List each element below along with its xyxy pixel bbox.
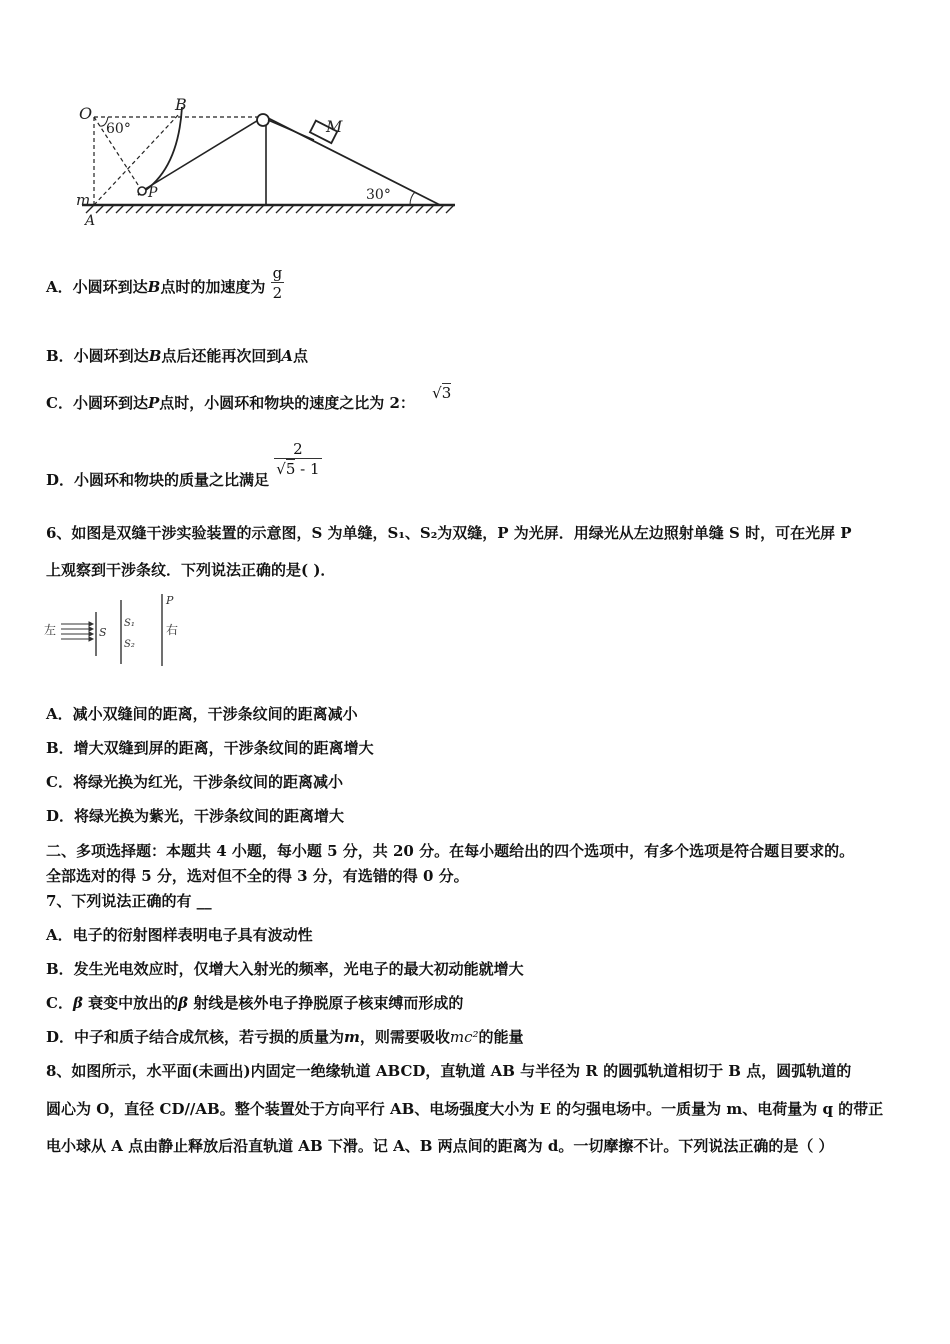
q7-option-d[interactable] xyxy=(46,1026,524,1047)
q5-option-b[interactable] xyxy=(46,345,308,366)
label-S: S xyxy=(99,626,107,639)
q7-option-c-suffix: 射线是核外电子挣脱原子核束缚而形成的 xyxy=(188,994,464,1012)
q5-option-c-p: P xyxy=(147,394,160,412)
rope-pulley-block xyxy=(268,120,314,140)
label-m: m xyxy=(76,191,91,209)
light-arrows xyxy=(61,622,93,641)
q6-option-d[interactable]: D．将绿光换为紫光，干涉条纹间的距离增大 xyxy=(46,807,345,825)
q6-option-c[interactable]: C．将绿光换为红光，干涉条纹间的距离减小 xyxy=(46,773,343,791)
q8-stem-line2: 圆心为 O，直径 CD//AB。整个装置处于方向平行 AB、电场强度大小为 E 的匀强电场中。一质量为 m、电荷量为 q 的带正 xyxy=(46,1100,884,1118)
label-P: P xyxy=(166,594,174,607)
q8-stem-line3: 电小球从 A 点由静止释放后沿直轨道 AB 下滑。记 A、B 两点间的距离为 d。一切摩擦不计。下列说法正确的是（ ） xyxy=(46,1137,834,1155)
q5-option-b-b: B xyxy=(148,347,162,365)
fraction-2-over-sqrt5-minus-1 xyxy=(274,440,321,478)
label-O: O xyxy=(79,104,93,123)
sqrt-3: √3 xyxy=(432,384,452,402)
q6-option-a[interactable]: A．减小双缝间的距离，干涉条纹间的距离减小 xyxy=(46,705,358,723)
q5-option-c[interactable] xyxy=(46,384,452,413)
q7-option-d-suffix: 的能量 xyxy=(478,1028,524,1046)
label-30: 30° xyxy=(366,187,391,203)
label-P: P xyxy=(148,185,158,201)
label-M: M xyxy=(326,117,343,136)
q5-option-b-a: A xyxy=(281,347,294,365)
q6-stem-line1: 6、如图是双缝干涉实验装置的示意图，S 为单缝，S₁、S₂为双缝，P 为光屏．用绿光从左边照射单缝 S 时，可在光屏 P xyxy=(46,524,852,542)
q7-option-a[interactable]: A．电子的衍射图样表明电子具有波动性 xyxy=(46,926,313,944)
q7-stem: 7、下列说法正确的有 __ xyxy=(46,892,212,910)
q5-option-a-b: B xyxy=(147,278,161,296)
q6-stem-line2: 上观察到干涉条纹．下列说法正确的是( )． xyxy=(46,561,336,579)
q5-option-b-prefix: B．小圆环到达 xyxy=(46,347,149,365)
fraction-numerator: 2 xyxy=(293,440,303,458)
rope-ring-pulley xyxy=(142,119,260,191)
q7-option-c-mid: 衰变中放出的 xyxy=(82,994,179,1012)
q7-option-b[interactable]: B．发生光电效应时，仅增大入射光的频率，光电子的最大初动能就增大 xyxy=(46,960,524,978)
q6-option-b[interactable]: B．增大双缝到屏的距离，干涉条纹间的距离增大 xyxy=(46,739,374,757)
pulley xyxy=(257,114,269,126)
beta-symbol: β xyxy=(178,994,189,1012)
ring-P xyxy=(138,187,146,195)
label-A: A xyxy=(85,213,96,229)
fraction-g-over-2 xyxy=(271,264,285,302)
fraction-numerator: g xyxy=(272,264,283,282)
q7-option-c[interactable] xyxy=(46,992,463,1013)
label-S1: S₁ xyxy=(124,618,135,629)
q5-option-d-text: D．小圆环和物块的质量之比满足 xyxy=(46,471,270,489)
incline-pulley-figure xyxy=(70,95,470,235)
q5-option-c-suffix: 点时，小圆环和物块的速度之比为 2： xyxy=(159,394,415,412)
q5-option-a-suffix: 点时的加速度为 xyxy=(160,278,266,296)
label-left: 左 xyxy=(44,623,57,637)
q7-option-c-prefix: C． xyxy=(46,994,73,1012)
label-S2: S₂ xyxy=(124,639,135,650)
fraction-denominator: √5 - 1 xyxy=(276,460,320,478)
sqrt-3-radicand: 3 xyxy=(441,384,452,402)
label-B: B xyxy=(175,95,187,114)
angle-30-arc xyxy=(410,192,415,205)
q8-stem-line1: 8、如图所示，水平面(未画出)内固定一绝缘轨道 ABCD，直轨道 AB 与半径为 R 的圆弧轨道相切于 B 点，圆弧轨道的 xyxy=(46,1062,852,1080)
energy-mc2: mc² xyxy=(449,1028,479,1046)
q5-option-b-mid: 点后还能再次回到 xyxy=(161,347,282,365)
fraction-denominator: 2 xyxy=(271,282,285,302)
double-slit-figure xyxy=(44,592,189,667)
q5-option-c-prefix: C．小圆环到达 xyxy=(46,394,148,412)
q7-option-d-prefix: D．中子和质子结合成氘核，若亏损的质量为 xyxy=(46,1028,345,1046)
q5-option-d[interactable] xyxy=(46,440,322,489)
label-60: 60° xyxy=(106,121,131,137)
curved-rod xyxy=(138,107,182,195)
q7-option-d-mid: ，则需要吸收 xyxy=(359,1028,450,1046)
sqrt-5-radicand: 5 xyxy=(285,460,296,478)
mass-m: m xyxy=(344,1028,360,1046)
beta-symbol: β xyxy=(72,994,83,1012)
label-right: 右 xyxy=(166,623,179,637)
q5-option-a[interactable] xyxy=(46,264,284,302)
section2-header-line2: 全部选对的得 5 分，选对但不全的得 3 分，有选错的得 0 分。 xyxy=(46,867,469,885)
minus-one: - 1 xyxy=(300,460,320,478)
section2-header-line1: 二、多项选择题：本题共 4 小题，每小题 5 分，共 20 分。在每小题给出的四个选项中，有多个选项是符合题目要求的。 xyxy=(46,842,855,860)
q5-option-a-prefix: A．小圆环到达 xyxy=(46,278,148,296)
q5-option-b-suffix: 点 xyxy=(293,347,309,365)
